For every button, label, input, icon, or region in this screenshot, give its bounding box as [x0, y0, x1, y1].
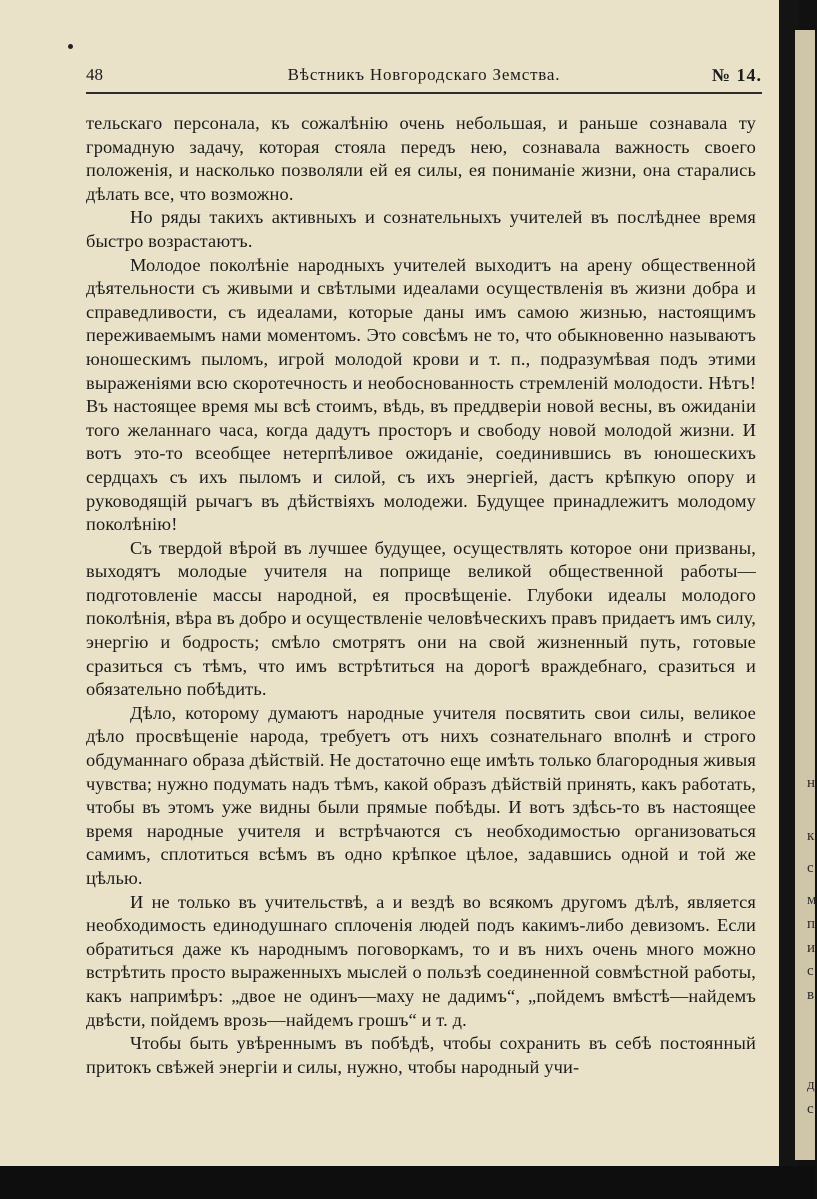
paragraph-4: Съ твердой вѣрой въ лучшее будущее, осуществлять которое они призваны, выходятъ молодые учителя на поприще великой общественной работы—подготовленіе массы народной, ея просвѣщеніе. Глубоки идеалы молодого поколѣнія, вѣра въ добро и осуществленіе человѣческихъ правъ придаетъ имъ силу, энергію и бодрость; смѣло смотрятъ они на свой жизненный путь, готовые сразиться съ тѣмъ, что имъ встрѣтиться на дорогѣ враждебнаго, сразиться и обязательно побѣдить.	[86, 537, 756, 700]
article-body	[86, 112, 756, 1079]
issue-number: № 14.	[711, 65, 762, 85]
paragraph-1: тельскаго персонала, къ сожалѣнію очень небольшая, и раньше сознавала ту громадную задачу, которая стояла передъ нею, сознавала важность своего положенія, и насколько позволяли ей ея силы, ея пониманіе жизни, она старались дѣлать все, что возможно.	[86, 113, 756, 204]
edge-letter: с	[807, 1101, 814, 1117]
paragraph-3: Молодое поколѣніе народныхъ учителей выходитъ на арену общественной дѣятельности съ живыми и свѣтлыми идеалами осуществленія въ жизни добра и справедливости, съ идеалами, которые даны имъ самою жизнью, настоящимъ переживаемымъ нами моментомъ. Это совсѣмъ не то, что обыкновенно называютъ юношескимъ пыломъ, игрой молодой крови и т. п., подразумѣвая подъ этими выраженіями всю скоротечность и необоснованность стремленій молодости. Нѣтъ! Въ настоящее время мы всѣ стоимъ, вѣдь, въ преддверіи новой весны, въ ожиданіи того желаннаго часа, когда дадутъ просторъ и свободу новой молодой жизни. И вотъ это-то всеобщее нетерпѣливое ожиданіе, соединившись въ юношескихъ сердцахъ съ ихъ пыломъ и силой, съ ихъ энергіей, дастъ крѣпкую опору и руководящій рычагъ въ дѣйствіяхъ молодежи. Будущее принадлежитъ молодому поколѣнію!	[86, 254, 756, 535]
ink-spot	[68, 44, 73, 49]
header-rule	[86, 92, 762, 94]
paragraph-5: Дѣло, которому думаютъ народные учителя посвятить свои силы, великое дѣло просвѣщеніе народа, требуетъ отъ нихъ сознательнаго вполнѣ и строго обдуманнаго образа дѣйствій. Не достаточно еще имѣть только благородныя живыя чувства; нужно подумать надъ тѣмъ, какой образъ дѣйствій принять, какъ работать, чтобы въ этомъ уже видны были прямые побѣды. И вотъ здѣсь-то въ настоящее время народные учителя и встрѣчаются съ необходимостью организоваться самимъ, сплотиться всѣмъ въ одно крѣпкое цѣлое, задавшись одной и той же цѣлью.	[86, 702, 756, 888]
running-header	[86, 65, 762, 89]
paragraph-6: И не только въ учительствѣ, а и вездѣ во всякомъ другомъ дѣлѣ, является необходимость единодушнаго сплоченія людей подъ какимъ-либо девизомъ. Если обратиться даже къ народнымъ поговоркамъ, то и въ нихъ очень много можно встрѣтить просто выраженныхъ мыслей о пользѣ соединенной совмѣстной работы, какъ напримѣръ: „двое не одинъ—маху не дадимъ“, „пойдемъ вмѣстѣ—найдемъ двѣсти, пойдемъ врозь—найдемъ грошъ“ и т. д.	[86, 891, 756, 1030]
edge-letter: к	[807, 828, 815, 844]
edge-letter: с	[807, 860, 814, 876]
edge-letter: м	[807, 892, 817, 908]
adjacent-page-edge	[795, 30, 815, 1160]
journal-title: Вѣстникъ Новгородскаго Земства.	[287, 65, 561, 84]
paragraph-2: Но ряды такихъ активныхъ и сознательныхъ учителей въ послѣднее время быстро возрастаютъ.	[86, 207, 756, 251]
edge-letter: с	[807, 963, 814, 979]
edge-letter: н	[807, 775, 816, 791]
edge-letter: и	[807, 940, 816, 956]
page-number: 48	[86, 65, 103, 84]
edge-letter: д	[807, 1077, 815, 1093]
edge-letter: в	[807, 987, 815, 1003]
edge-letter: п	[807, 916, 816, 932]
paragraph-7: Чтобы быть увѣреннымъ въ побѣдѣ, чтобы сохранить въ себѣ постоянный притокъ свѣжей энергіи и силы, нужно, чтобы народный учи-	[86, 1033, 756, 1077]
scan-bottom-border	[0, 1166, 815, 1199]
